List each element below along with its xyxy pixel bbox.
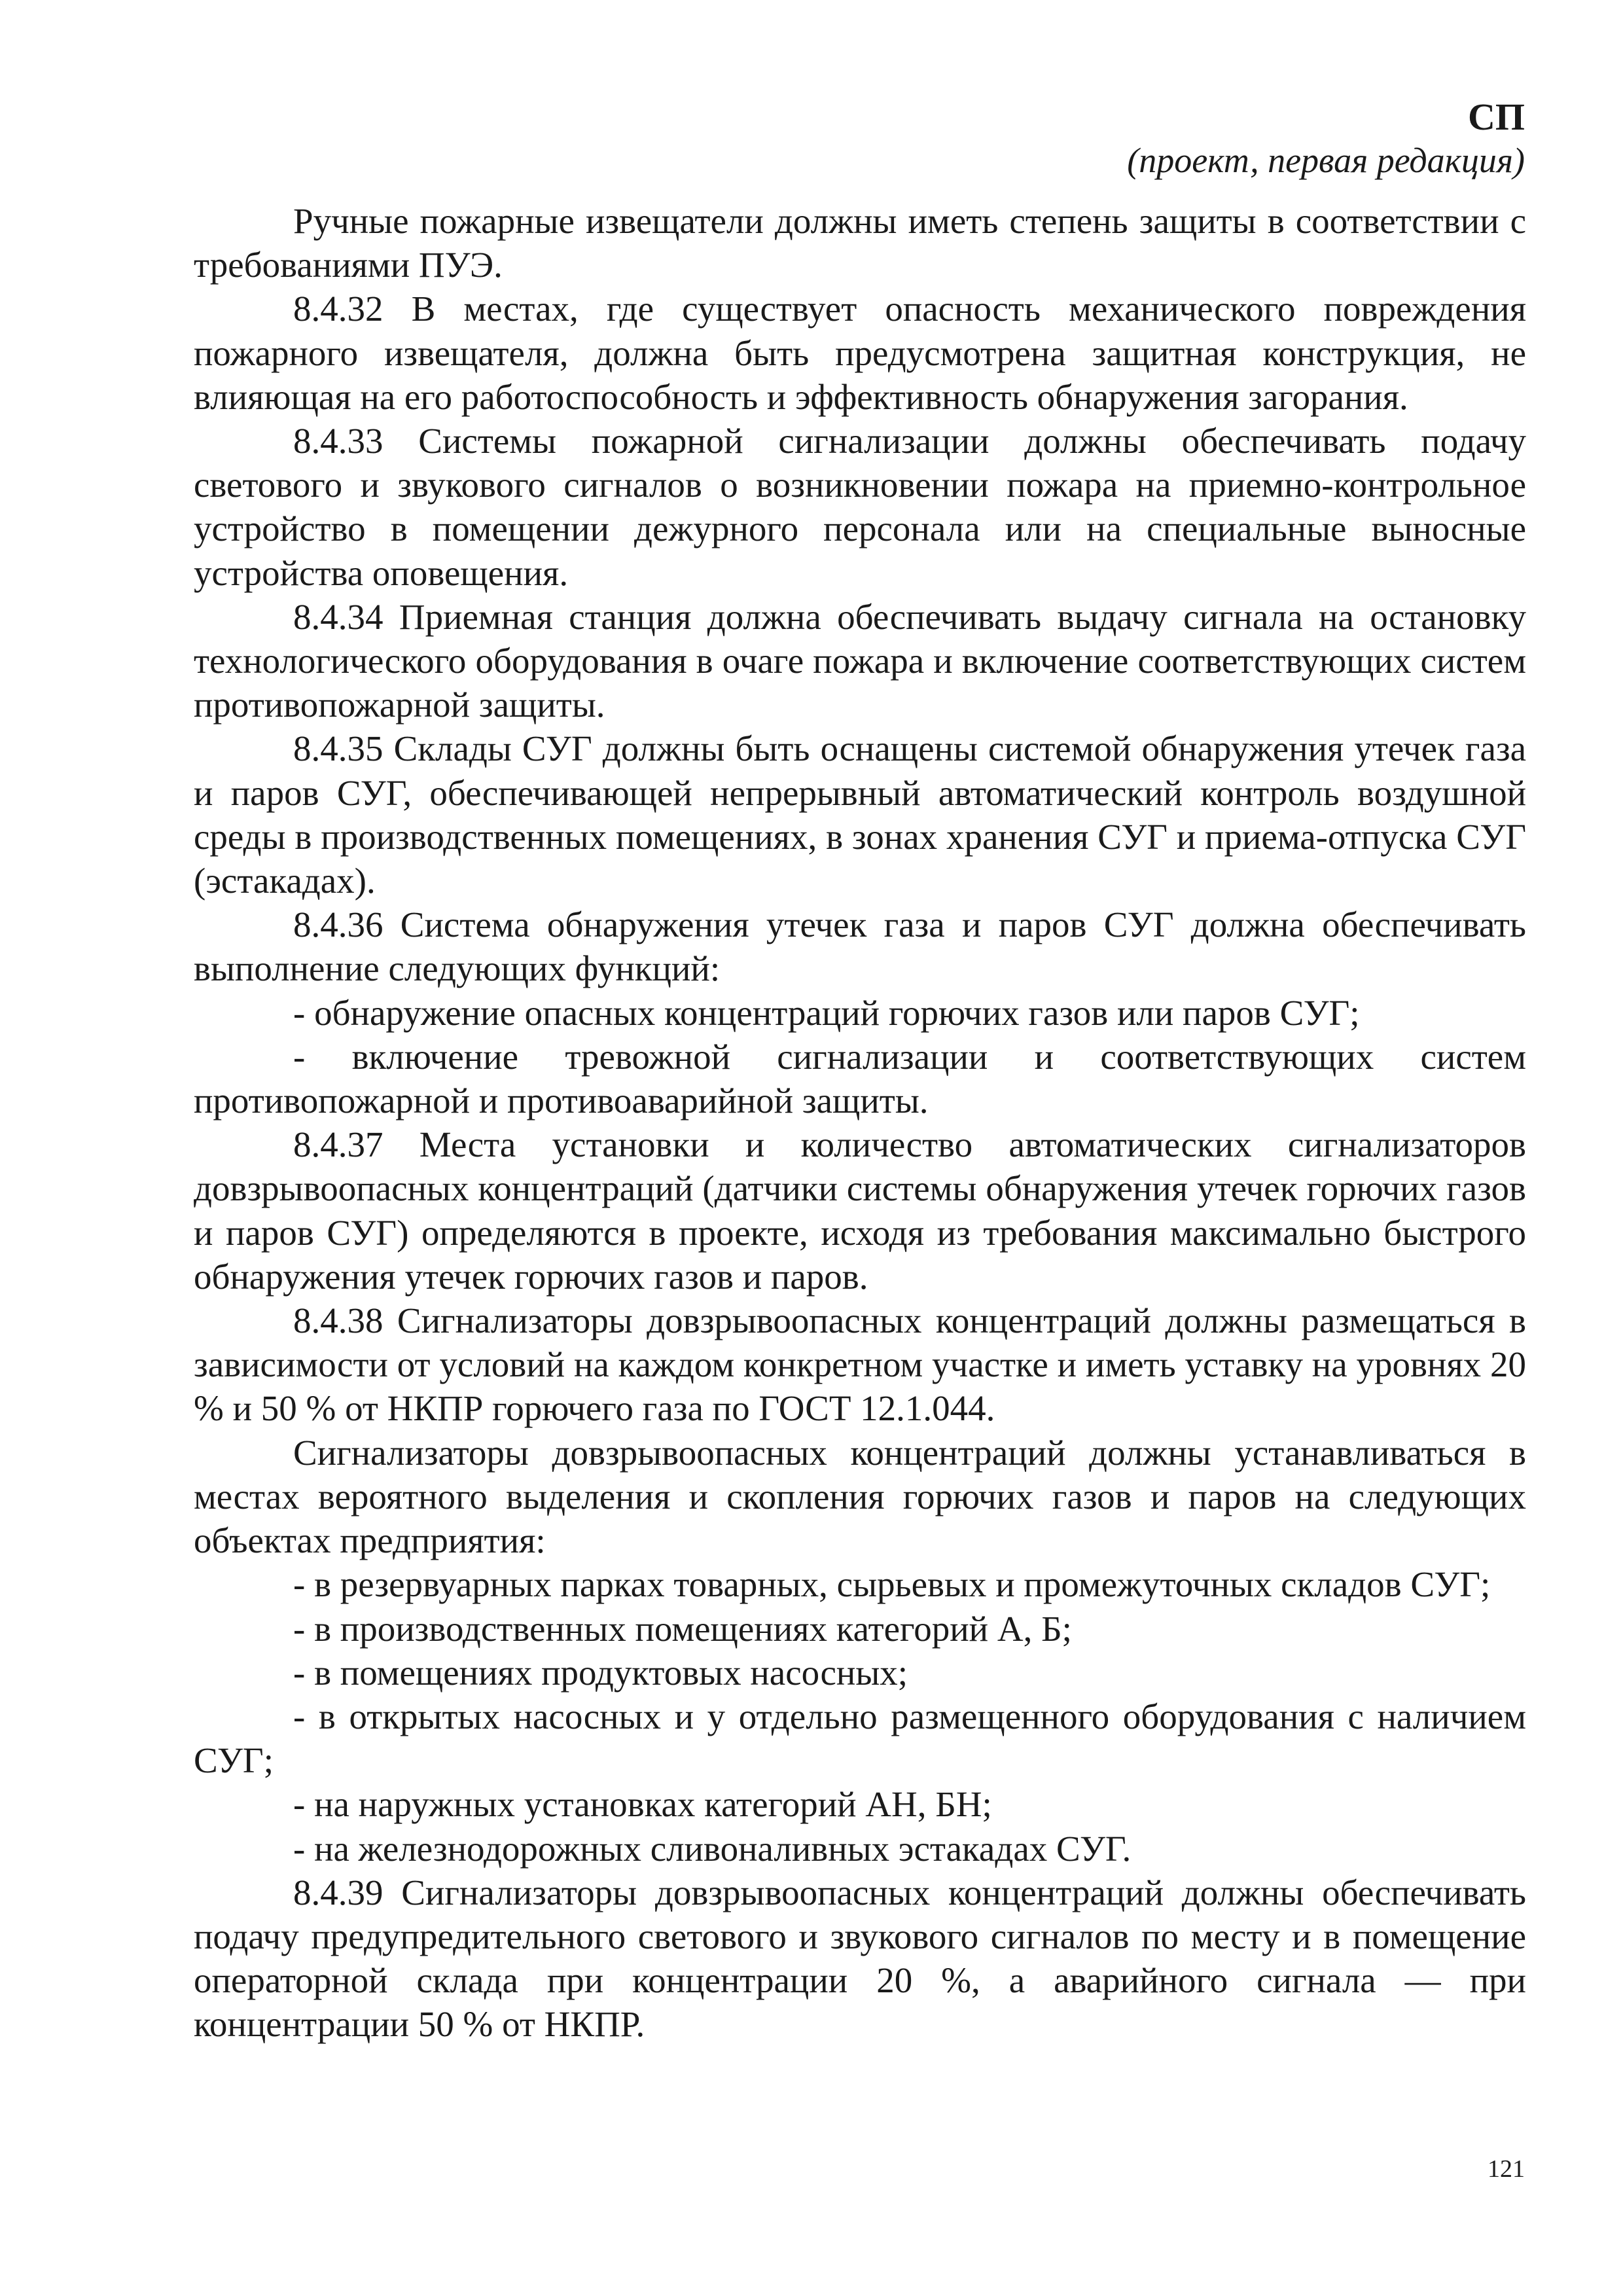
paragraph-8-4-32: 8.4.32 В местах, где существует опасность механического повреждения пожарного извещателя, должна быть предусмотрена защитная конструкция, не влияющая на его работоспособность и эффективность обнаружения загорания. xyxy=(194,289,1526,417)
paragraph-8-4-38: 8.4.38 Сигнализаторы довзрывоопасных концентраций должны размещаться в зависимости от условий на каждом конкретном участке и иметь уставку на уровнях 20 % и 50 % от НКПР горючего газа по ГОСТ 12.1.044. xyxy=(194,1300,1526,1429)
paragraph-8-4-36: 8.4.36 Система обнаружения утечек газа и паров СУГ должна обеспечивать выполнение следующих функций: xyxy=(194,905,1526,989)
paragraph-8-4-39: 8.4.39 Сигнализаторы довзрывоопасных концентраций должны обеспечивать подачу предупредительного светового и звукового сигналов по месту и в помещение операторной склада при концентрации 20 %, а аварийного сигнала — при концентрации 50 % от НКПР. xyxy=(194,1872,1526,2045)
document-edition-note: (проект, первая редакция) xyxy=(1127,141,1525,180)
paragraph-8-4-35: 8.4.35 Склады СУГ должны быть оснащены системой обнаружения утечек газа и паров СУГ, обеспечивающей непрерывный автоматический контроль воздушной среды в производственных помещениях, в зонах хранения СУГ и приема-отпуска СУГ (эстакадах). xyxy=(194,728,1526,901)
paragraph: Сигнализаторы довзрывоопасных концентраций должны устанавливаться в местах вероятного выделения и скопления горючих газов и паров на следующих объектах предприятия: xyxy=(194,1432,1526,1561)
paragraph: Ручные пожарные извещатели должны иметь степень защиты в соответствии с требованиями ПУЭ. xyxy=(194,201,1526,285)
paragraph-8-4-33: 8.4.33 Системы пожарной сигнализации должны обеспечивать подачу светового и звукового сигналов о возникновении пожара на приемно-контрольное устройство в помещении дежурного персонала или на специальные выносные устройства оповещения. xyxy=(194,421,1526,593)
paragraph-8-4-34: 8.4.34 Приемная станция должна обеспечивать выдачу сигнала на остановку технологического оборудования в очаге пожара и включение соответствующих систем противопожарной защиты. xyxy=(194,596,1526,725)
list-item: - на наружных установках категорий АН, БН; xyxy=(293,1784,992,1825)
list-item: - обнаружение опасных концентраций горючих газов или паров СУГ; xyxy=(293,992,1360,1033)
list-item: - в помещениях продуктовых насосных; xyxy=(293,1652,908,1693)
paragraph-8-4-37: 8.4.37 Места установки и количество автоматических сигнализаторов довзрывоопасных концентраций (датчики системы обнаружения утечек горючих газов и паров СУГ) определяются в проекте, исходя из требования максимально быстрого обнаружения утечек горючих газов и паров. xyxy=(194,1124,1526,1297)
document-code: СП xyxy=(1468,96,1525,138)
body-text xyxy=(194,199,1526,2047)
list-item: - в открытых насосных и у отдельно размещенного оборудования с наличием СУГ; xyxy=(194,1696,1526,1781)
list-item: - включение тревожной сигнализации и соответствующих систем противопожарной и противоаварийной защиты. xyxy=(194,1036,1526,1121)
list-item: - в производственных помещениях категорий А, Б; xyxy=(293,1608,1072,1649)
list-item: - на железнодорожных сливоналивных эстакадах СУГ. xyxy=(293,1828,1132,1869)
page-number: 121 xyxy=(1488,2155,1525,2183)
list-item: - в резервуарных парках товарных, сырьевых и промежуточных складов СУГ; xyxy=(293,1564,1491,1605)
